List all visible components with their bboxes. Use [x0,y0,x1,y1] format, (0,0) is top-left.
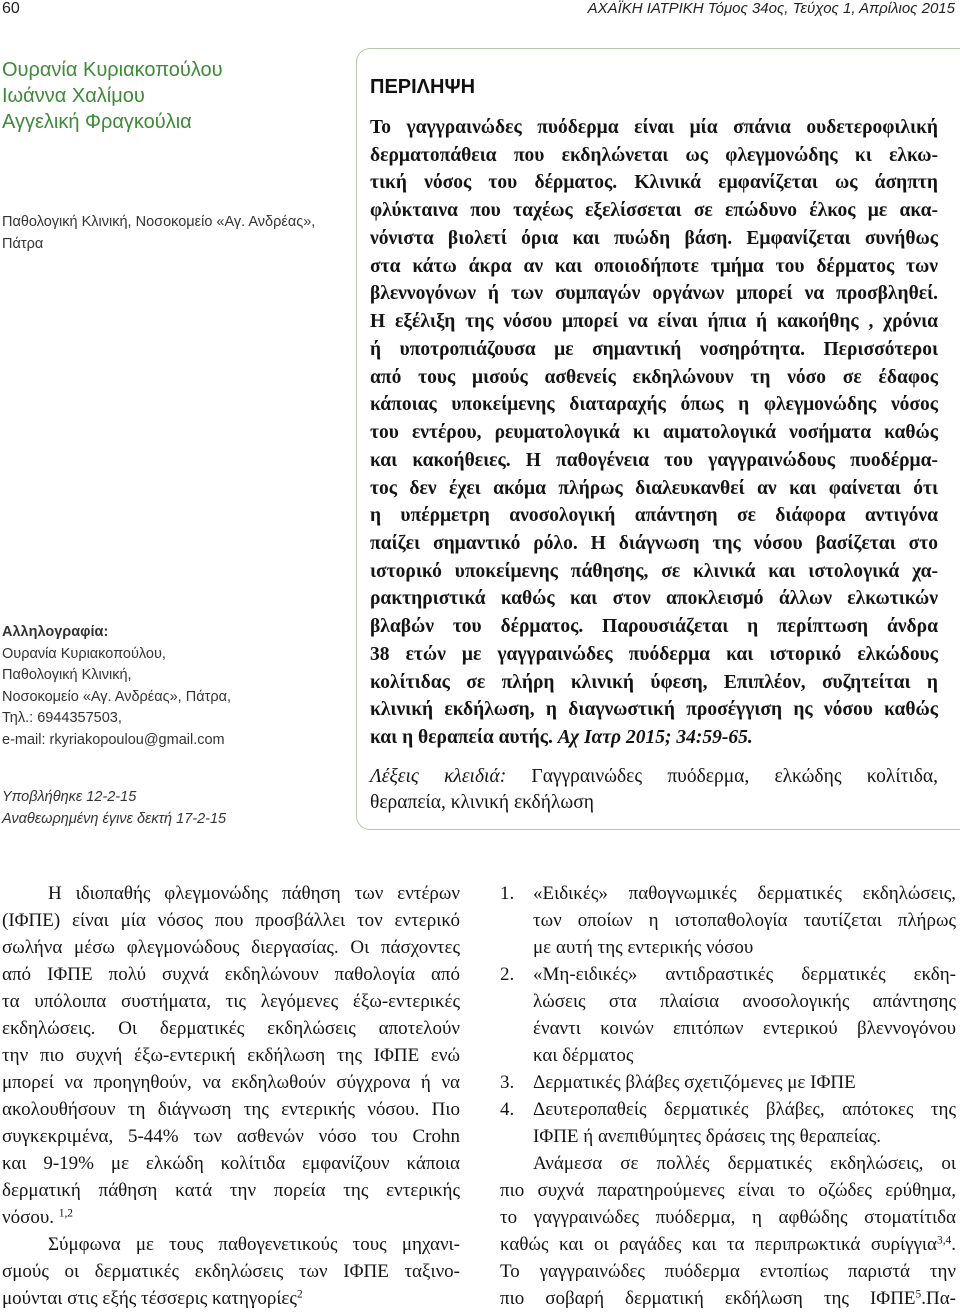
body-line [500,1231,956,1258]
author-name: Ιωάννα Χαλίμου [2,85,145,107]
abstract-line: κλινική εκδήλωση, η διαγνωστική προσέγγιση ης νόσου καθώς [370,699,938,721]
list-line: και δέρματος [533,1044,634,1066]
list-line: «Μη-ειδικές» αντιδραστικές δερματικές εκδη- [533,963,956,985]
body-line: Σύμφωνα με τους παθογενετικούς τους μηχανι- [48,1233,460,1255]
page-number: 60 [2,0,20,17]
reference-superscript: 3,4 [937,1234,952,1247]
body-text: καθώς και οι ραγάδες και τα περιπρωκτικά συρίγγια [500,1233,937,1255]
correspondence-label: Αλληλογραφία: [2,624,109,640]
body-column-left [2,880,460,1312]
abstract-citation: Αχ Ιατρ 2015; 34:59-65. [557,727,753,749]
correspondence-line: Ουρανία Κυριακοπούλου, [2,645,166,662]
abstract-line: κολίτιδας σε πλήρη κλινική ύφεση, Επιπλέον, συζητείται η [370,671,938,693]
abstract-line: τική νόσος του δέρματος. Κλινικά εμφανίζεται ως άσηπτη [370,172,938,194]
body-line: ακολουθήσουν τη διάγνωση της εντερικής νόσου. Πιο [2,1098,460,1120]
body-line: από ΙΦΠΕ πολύ συχνά εκδηλώνουν παθολογία από [2,963,460,985]
body-text: νόσου. [2,1206,59,1228]
abstract-line: και κακοήθειες. Η παθογένεια του γαγγραινώδους πυοδέρμα- [370,449,938,471]
body-line: Το γαγγραινώδες πυόδερμα εντοπίως παριστά την [500,1260,956,1282]
keywords-text: Γαγγραινώδες πυόδερμα, ελκώδης κολίτιδα, [506,766,938,787]
submission-dates [2,786,226,830]
body-line: Η ιδιοπαθής φλεγμονώδης πάθηση των εντέρων [48,882,460,904]
list-line: ΙΦΠΕ ή ανεπιθύμητες δράσεις της θεραπείας. [533,1125,881,1147]
list-line: λώσεις στα πλαίσια ανοσολογικής απάντησης [533,990,956,1012]
abstract-line: βλεννογόνων ή των συμπαγών οργάνων μπορεί να προσβληθεί. [370,283,938,305]
body-line [500,1285,956,1312]
abstract-line: νόνιστα βιολετί όρια και πυώδη βάση. Εμφανίζεται συνήθως [370,227,938,249]
abstract-line: του εντέρου, ρευματολογικά κι αιματολογικά νοσήματα καθώς [370,422,938,444]
abstract-line: στα κάτω άκρα αν και οποιοδήποτε τμήμα του δέρματος των [370,255,938,277]
list-line: με αυτή της εντερικής νόσου [533,936,754,958]
list-marker: 4. [500,1098,515,1120]
abstract-line: από τους μισούς ασθενείς εκδηλώνουν τη νόσο σε έδαφος [370,366,938,388]
body-line: την πιο συχνή έξω-εντερική εκδήλωση της ΙΦΠΕ ενώ [2,1044,460,1066]
abstract-line [370,724,938,752]
body-line [2,1204,460,1231]
accepted-date: Αναθεωρημένη έγινε δεκτή 17-2-15 [2,811,227,827]
reference-superscript: 2 [296,1288,303,1301]
list-marker: 1. [500,882,515,904]
author-sidebar [2,0,342,840]
body-line [2,1285,460,1312]
author-name: Ουρανία Κυριακοπούλου [2,59,223,81]
list-line: «Ειδικές» παθογνωμικές δερματικές εκδηλώσεις, [533,882,956,904]
body-line: δερματική πάθηση κατά την πορεία της εντερικής [2,1179,460,1201]
abstract-line: φλύκταινα που ταχέως εξελίσσεται σε επώδυνο έλκος με ακα- [370,200,938,222]
abstract-heading: ΠΕΡΙΛΗΨΗ [370,76,476,98]
abstract-line: βλαβών του δέρματος. Παρουσιάζεται η περίπτωση άνδρα [370,616,938,638]
body-line: σωλήνα μέσω φλεγμονώδους διεργασίας. Οι πάσχοντες [2,936,460,958]
body-column-right [500,880,956,1312]
affiliation-line: Παθολογική Κλινική, Νοσοκομείο «Αγ. Ανδρέας», [2,214,316,230]
keywords-label: Λέξεις κλειδιά: [370,766,507,787]
list-item [500,1096,956,1150]
reference-superscript: 5 [915,1288,922,1301]
affiliation [2,211,315,255]
body-line: μπορεί να προηγηθούν, να εκδηλωθούν σύγχρονα ή να [2,1071,460,1093]
correspondence-email: e-mail: rkyriakopoulou@gmail.com [2,731,225,748]
reference-superscript: 1,2 [58,1207,73,1220]
list-line: έναντι κοινών επιτόπων εντερικού βλεννογόνου [533,1017,956,1039]
list-line: Δευτεροπαθείς δερματικές βλάβες, απότοκες της [533,1098,956,1120]
abstract-line: κάποιας υποκείμενης διαταραχής όπως η φλεγμονώδης νόσος [370,394,938,416]
keywords-line: θεραπεία, κλινική εκδήλωση [370,792,594,813]
author-name: Αγγελική Φραγκούλια [2,111,192,133]
correspondence-line: Τηλ.: 6944357503, [2,710,122,727]
body-text: . [951,1233,956,1255]
body-line: συγκεκριμένα, 5-44% των ασθενών νόσο του Crohn [2,1125,460,1147]
abstract-line: τος δεν έχει ακόμα πλήρως διαλευκανθεί αν και φαίνεται ότι [370,477,938,499]
abstract-line: δερματοπάθεια που εκδηλώνεται ως φλεγμονώδης κι ελκω- [370,144,938,166]
abstract-text [370,114,938,752]
body-line: εκδηλώσεις. Οι δερματικές εκδηλώσεις αποτελούν [2,1017,460,1039]
body-text: μούνται στις εξής τέσσερις κατηγορίες [2,1287,297,1309]
abstract-box [356,48,960,830]
submitted-date: Υποβλήθηκε 12-2-15 [2,789,137,805]
abstract-line: ρακτηριστικά καθώς και στον αποκλεισμό άλλων ελκωτικών [370,588,938,610]
body-text: πιο σοβαρή δερματική εκδήλωση της ΙΦΠΕ [500,1287,916,1309]
abstract-line: Η εξέλιξη της νόσου μπορεί να είναι ήπια ή κακοήθης , χρόνια [370,311,938,333]
list-marker: 2. [500,963,515,985]
author-list [2,57,223,135]
abstract-line: 38 ετών με γαγγραινώδες πυόδερμα και ιστορικό ελκώδους [370,643,938,665]
keywords-line [370,764,938,790]
affiliation-line: Πάτρα [2,236,44,252]
body-line: το γαγγραινώδες πυόδερμα, η αφθώδης στοματίτιδα [500,1206,956,1228]
list-item [500,880,956,961]
correspondence-line: Παθολογική Κλινική, [2,667,132,684]
body-line: σμούς οι δερματικές εκδηλώσεις των ΙΦΠΕ ταξινο- [2,1260,460,1282]
body-line: πιο συχνά παρατηρούμενες είναι το οζώδες ερύθημα, [500,1179,956,1201]
list-line: Δερματικές βλάβες σχετιζόμενες με ΙΦΠΕ [533,1071,856,1093]
list-line: των οποίων η ιστοπαθολογία ταυτίζεται πλήρως [533,909,956,931]
abstract-line: παίζει σημαντικό ρόλο. Η διάγνωση της νόσου βασίζεται στο [370,533,938,555]
body-line: Ανάμεσα σε πολλές δερματικές εκδηλώσεις, οι [533,1152,956,1174]
abstract-last-text: και η θεραπεία αυτής. [370,727,558,749]
correspondence [2,622,231,752]
body-line: και 9-19% με ελκώδη κολίτιδα εμφανίζουν κάποια [2,1152,460,1174]
abstract-line: Το γαγγραινώδες πυόδερμα είναι μία σπάνια ουδετεροφιλική [370,117,938,138]
abstract-line: ή υποτροπιάζουσα με σημαντική νοσηρότητα. Περισσότεροι [370,338,938,360]
abstract-line: ιστορικό υποκείμενης πάθησης, σε κλινικά και ιστολογικά χα- [370,560,938,582]
list-item [500,961,956,1069]
list-item [500,1069,956,1096]
list-marker: 3. [500,1071,515,1093]
body-text: .Πα- [921,1287,956,1309]
body-line: τα υπόλοιπα συστήματα, τις λεγόμενες έξω-εντερικές [2,990,460,1012]
body-line: (ΙΦΠΕ) είναι μία νόσος που προσβάλλει τον εντερικό [2,909,460,931]
abstract-line: η υπέρμετρη ανοσολογική απάντηση σε διάφορα αντιγόνα [370,505,938,527]
journal-running-head: ΑΧΑΪΚΗ ΙΑΤΡΙΚΗ Τόμος 34ος, Τεύχος 1, Απρίλιος 2015 [587,0,955,17]
correspondence-line: Νοσοκομείο «Αγ. Ανδρέας», Πάτρα, [2,688,231,705]
keywords [370,764,938,816]
